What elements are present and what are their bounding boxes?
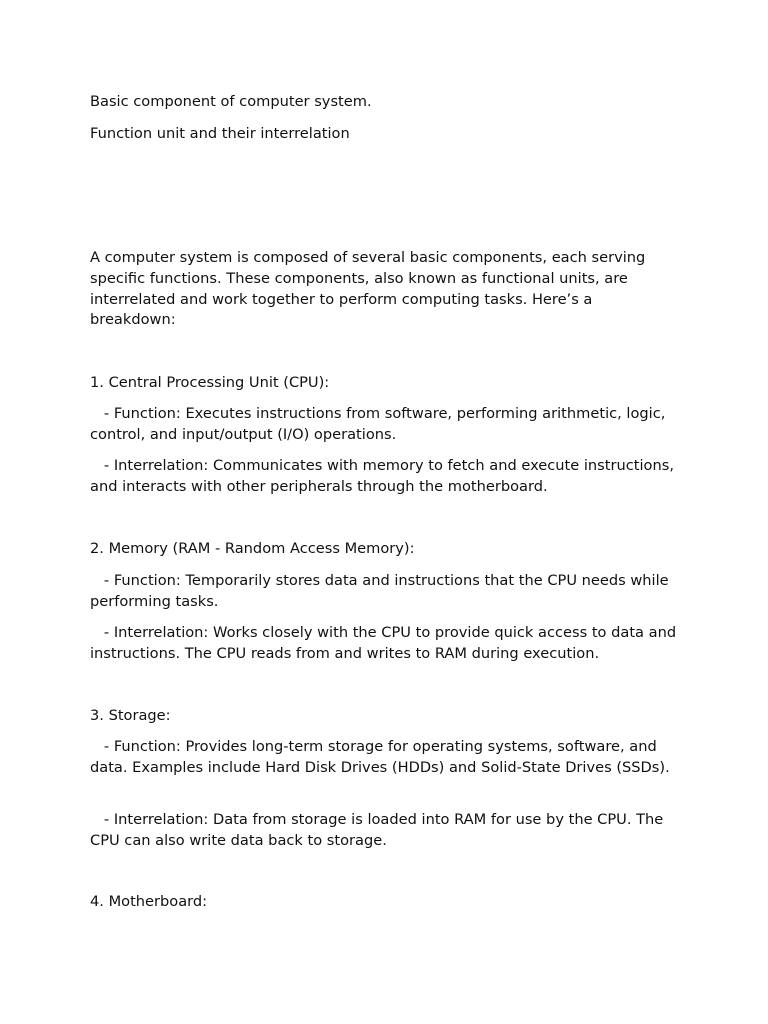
section-interrelation-memory: - Interrelation: Works closely with the CPU to provide quick access to data and instructions. The CPU reads from and writes to RAM during execution. <box>90 624 681 662</box>
intro-paragraph: A computer system is composed of several basic components, each serving specific functions. These components, also known as functional units, are interrelated and work together to perform computing tasks. Here’s a breakdown: <box>90 249 646 329</box>
document-title: Basic component of computer system. <box>90 93 372 110</box>
section-function-storage: - Function: Provides long-term storage for operating systems, software, and data. Examples include Hard Disk Drives (HDDs) and Solid-State Drives (SSDs). <box>90 738 670 776</box>
section-interrelation-storage: - Interrelation: Data from storage is loaded into RAM for use by the CPU. The CPU can also write data back to storage. <box>90 811 668 849</box>
section-heading-motherboard: 4. Motherboard: <box>90 893 208 910</box>
document-subtitle: Function unit and their interrelation <box>90 125 350 142</box>
section-function-cpu: - Function: Executes instructions from software, performing arithmetic, logic, control, and input/output (I/O) operations. <box>90 405 671 443</box>
section-heading-cpu: 1. Central Processing Unit (CPU): <box>90 374 330 391</box>
section-heading-storage: 3. Storage: <box>90 707 171 724</box>
section-function-memory: - Function: Temporarily stores data and instructions that the CPU needs while performing tasks. <box>90 572 674 610</box>
section-interrelation-cpu: - Interrelation: Communicates with memory to fetch and execute instructions, and interacts with other peripherals through the motherboard. <box>90 457 679 495</box>
section-heading-memory: 2. Memory (RAM - Random Access Memory): <box>90 540 415 557</box>
